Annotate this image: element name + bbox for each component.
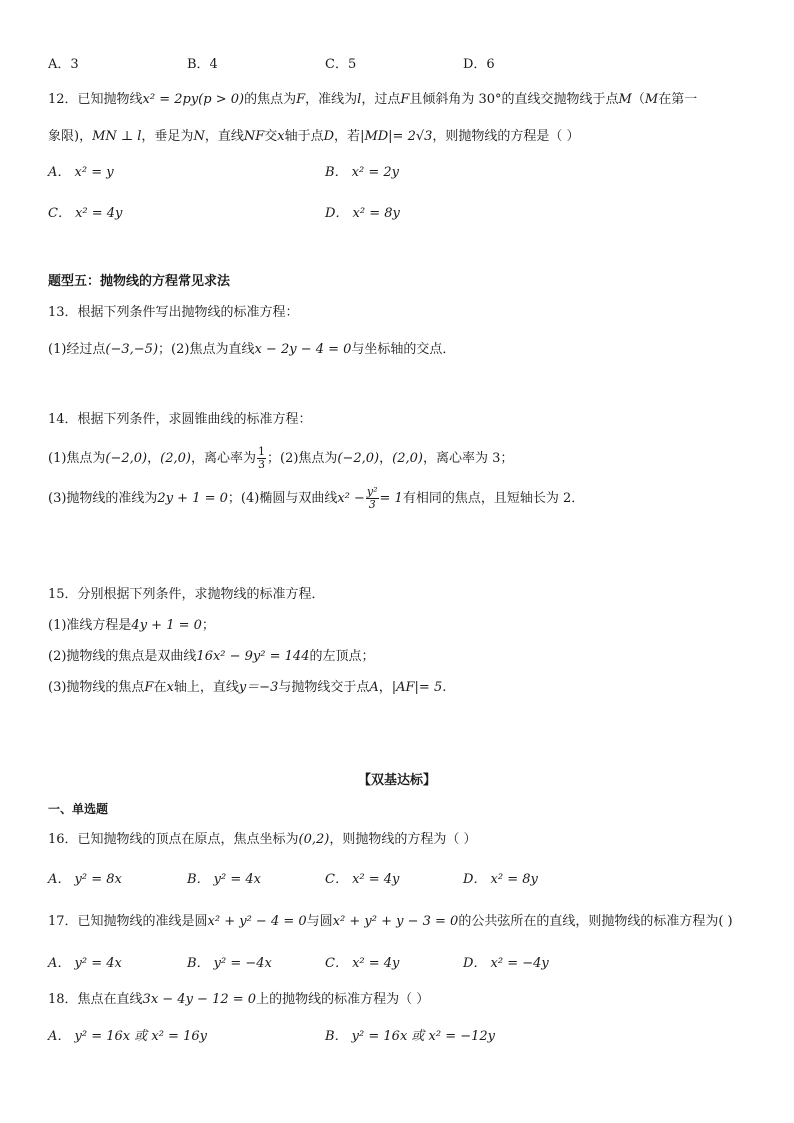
text: 16．已知抛物线的顶点在原点，焦点坐标为: [48, 832, 299, 847]
math-equation: x² = 2py(p > 0): [142, 92, 245, 107]
q15-part3: [48, 678, 446, 698]
text: ，若: [334, 129, 361, 144]
math-point: (2,0): [392, 451, 423, 466]
q12-option-a: A． x² = y: [48, 165, 114, 180]
text: 有相同的焦点，且短轴长为 2．: [402, 491, 585, 506]
text: 的公共弦所在的直线，则抛物线的标准方程为( ): [458, 914, 733, 929]
math-expr: |AF|= 5: [391, 680, 443, 695]
q14-part1-2: [48, 446, 513, 471]
q14-stem: 14．根据下列条件，求圆锥曲线的标准方程：: [48, 412, 312, 427]
math-var: M: [644, 92, 659, 107]
text: ，: [147, 451, 161, 466]
q17-option-b: B． y² = −4x: [187, 956, 272, 971]
q16-option-c: C． x² = 4y: [325, 872, 400, 887]
math-equation: 3x − 4y − 12 = 0: [142, 992, 257, 1007]
subsection-title: 一、单选题: [48, 802, 109, 816]
q12-stem-line1: [48, 90, 697, 110]
math-var: x: [277, 129, 285, 144]
text: 在: [153, 680, 167, 695]
text: ，准线为: [305, 92, 358, 107]
math-equation: y＝−3: [238, 680, 279, 695]
text: (1)准线方程是: [48, 618, 132, 633]
math-point: (−2,0): [337, 451, 380, 466]
math-expr: = 1: [379, 491, 403, 506]
math-point: (2,0): [160, 451, 191, 466]
text: 交: [264, 129, 278, 144]
fraction-numerator: 1: [258, 445, 265, 458]
q14-part3-4: [48, 486, 584, 511]
fraction: [366, 486, 379, 511]
math-var: F: [400, 92, 410, 107]
math-point: (−2,0): [105, 451, 148, 466]
text: 12．已知抛物线: [48, 92, 143, 107]
text: (1)焦点为: [48, 451, 106, 466]
text: ，: [379, 451, 393, 466]
text: 轴于点: [284, 129, 324, 144]
text: ；: [201, 618, 215, 633]
math-expr: MN ⊥ l: [92, 129, 142, 144]
text: 与圆: [306, 914, 333, 929]
math-equation: 2y + 1 = 0: [157, 491, 228, 506]
text: ，: [378, 680, 392, 695]
text: (1)经过点: [48, 342, 106, 357]
q18-option-b: B． y² = 16x 或 x² = −12y: [325, 1029, 496, 1044]
text: （: [631, 92, 645, 107]
math-point: (−3,−5): [105, 342, 159, 357]
text: (3)抛物线的焦点: [48, 680, 145, 695]
text: ，则抛物线的方程是（ ）: [432, 129, 580, 144]
section-heading: 【双基达标】: [357, 773, 436, 788]
q16-option-d: D． x² = 8y: [463, 872, 538, 887]
q17-option-c: C． x² = 4y: [325, 956, 400, 971]
text: ，直线: [204, 129, 244, 144]
q13-parts: [48, 340, 455, 360]
text: (3)抛物线的准线为: [48, 491, 158, 506]
q11-option-c: C．5: [325, 57, 357, 72]
text: 的左顶点；: [309, 649, 375, 664]
text: 与抛物线交于点: [278, 680, 370, 695]
q15-part2: [48, 647, 374, 667]
fraction: [257, 446, 266, 471]
text: ；(2)焦点为: [267, 451, 338, 466]
math-expr: |MD|= 2√3: [360, 129, 433, 144]
math-var: D: [323, 129, 335, 144]
math-equation: x² + y² − 4 = 0: [207, 914, 307, 929]
text: ；(4)椭圆与双曲线: [227, 491, 338, 506]
q11-option-a: A．3: [48, 57, 79, 72]
text: .: [442, 680, 447, 695]
text: 在第一: [658, 92, 698, 107]
section-title: 题型五：抛物线的方程常见求法: [48, 274, 231, 289]
q11-option-b: B．4: [187, 57, 218, 72]
text: ，则抛物线的方程为（ ）: [329, 832, 477, 847]
text: 上的抛物线的标准方程为（ ）: [256, 992, 430, 1007]
q16-stem: [48, 830, 477, 850]
text: 18．焦点在直线: [48, 992, 143, 1007]
q16-option-a: A． y² = 8x: [48, 872, 122, 887]
math-var: A: [369, 680, 379, 695]
math-expr: x² −: [337, 491, 365, 506]
text: 与坐标轴的交点．: [351, 342, 456, 357]
q16-option-b: B． y² = 4x: [187, 872, 262, 887]
q12-option-b: B． x² = 2y: [325, 165, 400, 180]
text: ，过点: [361, 92, 401, 107]
text: ；(2)焦点为直线: [158, 342, 255, 357]
text: 轴上，直线: [173, 680, 239, 695]
text: ，离心率为 3；: [422, 451, 514, 466]
math-equation: 16x² − 9y² = 144: [196, 649, 310, 664]
text: ，垂足为: [141, 129, 194, 144]
text: (2)抛物线的焦点是双曲线: [48, 649, 197, 664]
q12-option-c: C． x² = 4y: [48, 206, 123, 221]
math-var: N: [193, 129, 205, 144]
math-var: NF: [243, 129, 265, 144]
text: ，离心率为: [190, 451, 256, 466]
text: 17．已知抛物线的准线是圆: [48, 914, 208, 929]
text: 且倾斜角为 30°的直线交抛物线于点: [409, 92, 619, 107]
math-equation: x² + y² + y − 3 = 0: [332, 914, 459, 929]
fraction-denominator: 3: [258, 458, 265, 471]
math-var: F: [144, 680, 154, 695]
q12-option-d: D． x² = 8y: [325, 206, 400, 221]
q12-stem-line2: [48, 127, 580, 147]
fraction-numerator: y²: [366, 485, 378, 498]
math-var: x: [166, 680, 174, 695]
q18-option-a: A． y² = 16x 或 x² = 16y: [48, 1029, 207, 1044]
q13-stem: 13．根据下列条件写出抛物线的标准方程：: [48, 305, 299, 320]
q11-option-d: D．6: [463, 57, 495, 72]
fraction-denominator: 3: [368, 498, 376, 511]
math-equation: 4y + 1 = 0: [131, 618, 202, 633]
math-var: F: [296, 92, 306, 107]
q17-stem: [48, 912, 733, 932]
q18-stem: [48, 990, 429, 1010]
math-var: l: [357, 92, 362, 107]
math-equation: x − 2y − 4 = 0: [254, 342, 352, 357]
q15-part1: [48, 616, 215, 636]
math-point: (0,2): [298, 832, 330, 847]
q17-option-a: A． y² = 4x: [48, 956, 122, 971]
math-var: M: [618, 92, 632, 107]
text: 的焦点为: [244, 92, 297, 107]
text: 象限)，: [48, 129, 93, 144]
q15-stem: 15．分别根据下列条件，求抛物线的标准方程．: [48, 587, 325, 602]
q17-option-d: D． x² = −4y: [463, 956, 549, 971]
